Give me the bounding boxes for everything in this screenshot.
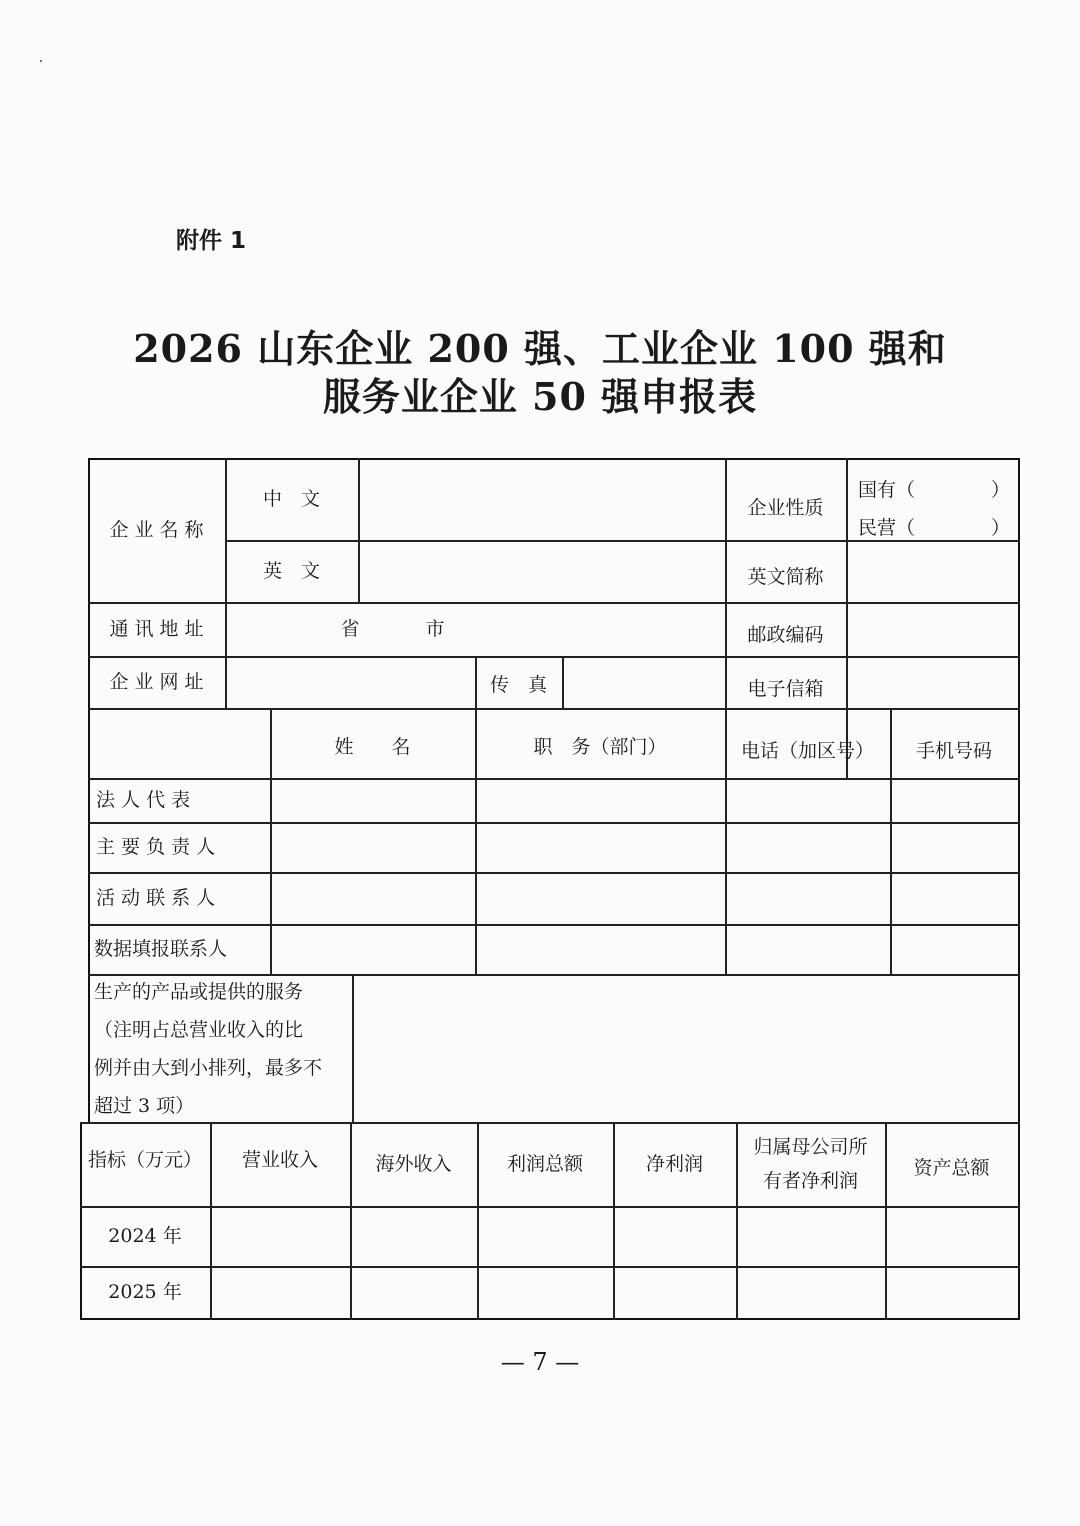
activity-contact-label: 活 动 联 系 人	[96, 886, 216, 909]
indicator-unit-header: 指标（万元）	[87, 1148, 202, 1171]
address-label: 通 讯 地 址	[109, 617, 204, 640]
english-abbr-field[interactable]	[847, 558, 1018, 602]
overseas-revenue-header: 海外收入	[375, 1152, 452, 1175]
company-name-label: 企 业 名 称	[109, 518, 204, 541]
total-assets-header: 资产总额	[913, 1156, 990, 1179]
state-owned-option[interactable]: 国有（ ）	[858, 478, 1011, 501]
name-column-header: 姓 名	[334, 735, 411, 758]
english-label: 英 文	[262, 559, 320, 582]
website-label: 企 业 网 址	[109, 670, 204, 693]
postal-code-label: 邮政编码	[747, 623, 824, 646]
revenue-header: 营业收入	[241, 1148, 318, 1171]
total-profit-header: 利润总额	[506, 1152, 583, 1175]
city-label: 市	[425, 617, 445, 640]
english-abbr-label: 英文简称	[747, 565, 824, 588]
application-form-table	[80, 458, 1020, 1320]
chinese-label: 中 文	[262, 487, 320, 510]
email-label: 电子信箱	[747, 677, 824, 700]
form-title-line-2: 服务业企业 50 强申报表	[322, 374, 758, 419]
english-name-field[interactable]	[359, 540, 725, 602]
private-option[interactable]: 民营（ ）	[858, 516, 1011, 539]
scan-speck	[40, 60, 42, 62]
province-label: 省	[340, 617, 360, 640]
year-2025-label: 2025 年	[108, 1280, 182, 1303]
form-title-line-1: 2026 山东企业 200 强、工业企业 100 强和	[133, 326, 947, 371]
page-number: — 7 —	[500, 1348, 580, 1376]
net-profit-header: 净利润	[645, 1152, 703, 1175]
products-label: 生产的产品或提供的服务 （注明占总营业收入的比 例并由大到小排列，最多不 超过 3 项）	[94, 981, 323, 1117]
fax-label: 传 真	[489, 673, 547, 696]
position-column-header: 职 务（部门）	[533, 735, 667, 758]
data-contact-label: 数据填报联系人	[94, 937, 228, 960]
products-field[interactable]	[353, 974, 1018, 1122]
phone-column-header: 电话（加区号）	[740, 739, 874, 762]
chinese-name-field[interactable]	[359, 458, 725, 540]
mobile-column-header: 手机号码	[915, 739, 992, 762]
parent-net-profit-header: 归属母公司所 有者净利润	[753, 1136, 868, 1192]
company-nature-label: 企业性质	[747, 496, 824, 519]
attachment-label: 附件 1	[176, 228, 247, 254]
principal-label: 主 要 负 责 人	[96, 835, 216, 858]
legal-rep-label: 法 人 代 表	[96, 788, 191, 811]
website-field[interactable]	[226, 656, 475, 708]
year-2024-label: 2024 年	[108, 1224, 182, 1247]
